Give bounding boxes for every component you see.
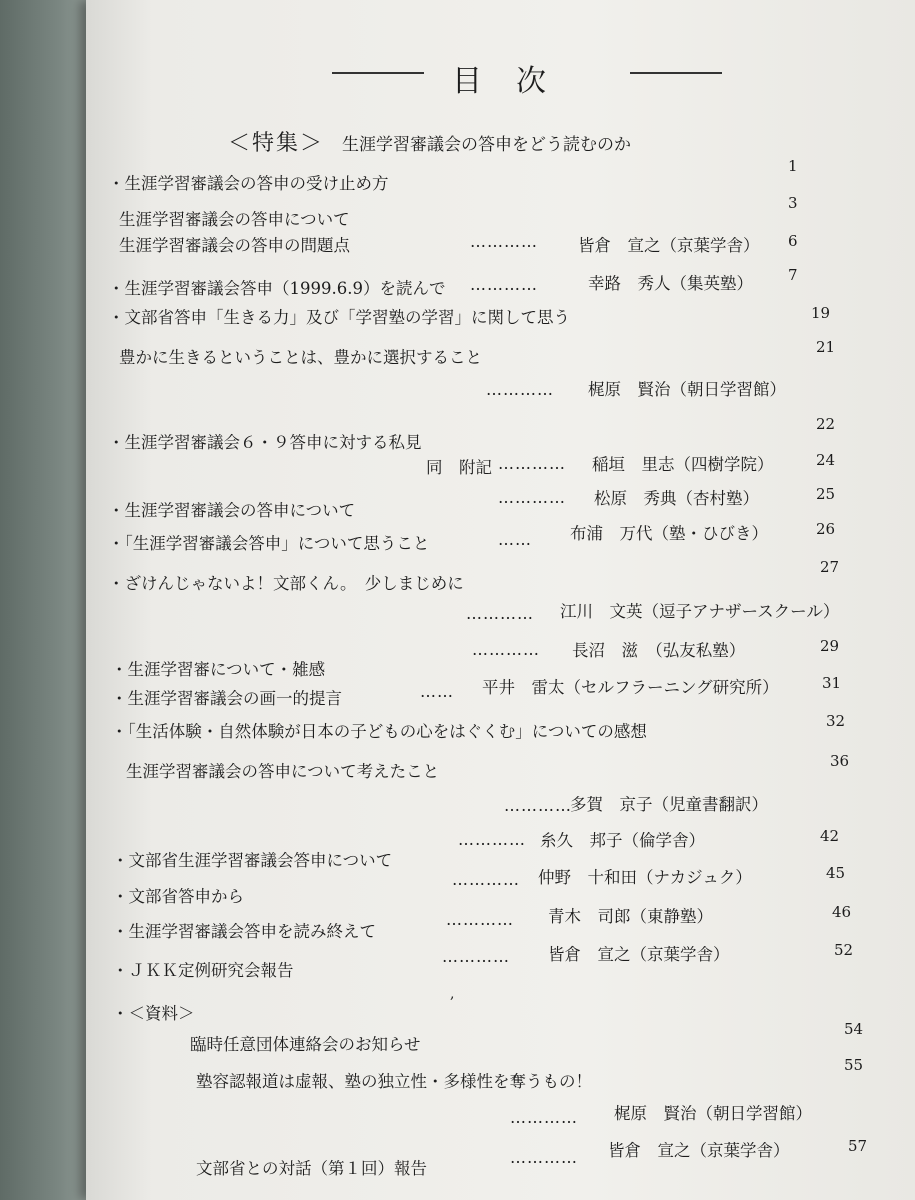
page-number: 24 [816, 451, 836, 469]
page-number: 45 [826, 864, 846, 882]
toc-entry: ・ＪＫＫ定例研究会報告 [112, 961, 294, 980]
leader-dots: ………… [510, 1108, 578, 1127]
leader-dots: ………… [498, 488, 566, 507]
leader-dots: ………… [504, 796, 572, 815]
feature-title: 生涯学習審議会の答申をどう読むのか [342, 135, 632, 155]
toc-entry: ・「生涯学習審議会答申」について思うこと [108, 534, 430, 553]
toc-entry: ・生涯学習審議会答申（1999.6.9）を読んで [108, 279, 446, 298]
page-number: 52 [834, 941, 854, 959]
leader-dots: ………… [452, 870, 520, 889]
toc-author: 青木 司郎（東静塾） [548, 907, 713, 926]
leader-dots: …… [498, 530, 532, 549]
page-number: 22 [816, 415, 836, 433]
page-number: 36 [830, 752, 850, 770]
toc-entry: ・生涯学習審について・雑感 [111, 660, 326, 679]
toc-author: 稲垣 里志（四樹学院） [592, 455, 774, 474]
toc-author: 長沼 滋 （弘友私塾） [572, 641, 746, 660]
toc-page [86, 0, 915, 1200]
toc-author: 梶原 賢治（朝日学習館） [588, 380, 786, 399]
toc-entry: ・文部省答申から [112, 887, 244, 906]
toc-title-text: 目次 [452, 64, 580, 99]
leader-dots: ………… [486, 380, 554, 399]
page-number: 31 [822, 674, 842, 692]
toc-entry: 文部省との対話（第１回）報告 [196, 1159, 427, 1178]
page-number: 57 [848, 1137, 868, 1155]
toc-author: 布浦 万代（塾・ひびき） [570, 524, 768, 543]
leader-dots: ………… [458, 830, 526, 849]
leader-dots: ………… [442, 947, 510, 966]
page-number: 1 [788, 157, 798, 175]
toc-entry: 生涯学習審議会の答申について [119, 210, 350, 229]
page-number: 7 [788, 266, 798, 284]
stray-mark: , [450, 986, 455, 1002]
page-number: 54 [844, 1020, 864, 1038]
page-number: 21 [816, 338, 836, 356]
page-number: 55 [844, 1056, 864, 1074]
toc-author: 平井 雷太（セルフラーニング研究所） [482, 678, 779, 697]
leader-dots: ………… [470, 275, 538, 294]
toc-entry: ・「生活体験・自然体験が日本の子どもの心をはぐくむ」についての感想 [111, 722, 647, 741]
leader-dots: ………… [446, 910, 514, 929]
page-number: 46 [832, 903, 852, 921]
toc-entry: 豊かに生きるということは、豊かに選択すること [119, 348, 482, 367]
page-number: 26 [816, 520, 836, 538]
feature-tag: ＜特集＞ [228, 131, 325, 156]
toc-author: 皆倉 宣之（京葉学舎） [608, 1141, 790, 1160]
toc-author: 江川 文英（逗子アナザースクール） [560, 602, 840, 621]
page-number: 3 [788, 194, 798, 212]
toc-entry: ・生涯学習審議会６・９答申に対する私見 [108, 433, 422, 452]
toc-author: 梶原 賢治（朝日学習館） [614, 1104, 812, 1123]
toc-entry: ・生涯学習審議会答申を読み終えて [112, 922, 376, 941]
toc-author: 仲野 十和田（ナカジュク） [538, 868, 752, 887]
leader-dots: ………… [498, 454, 566, 473]
leader-dots: ………… [472, 640, 540, 659]
toc-author: 皆倉 宣之（京葉学舎） [578, 236, 760, 255]
toc-entry: ・文部省生涯学習審議会答申について [112, 851, 393, 870]
book-spine-background [0, 0, 86, 1200]
toc-entry: ・生涯学習審議会の答申について [108, 501, 356, 520]
leader-dots: ………… [470, 232, 538, 251]
title-rule-left [332, 72, 424, 74]
page-number: 19 [811, 304, 831, 322]
toc-entry: 塾容認報道は虚報、塾の独立性・多様性を奪うもの！ [196, 1072, 592, 1091]
page-number: 42 [820, 827, 840, 845]
page-number: 32 [826, 712, 846, 730]
toc-title [332, 56, 722, 99]
page-number: 27 [820, 558, 840, 576]
toc-author: 幸路 秀人（集英塾） [588, 274, 753, 293]
page-number: 6 [788, 232, 798, 250]
page-number: 29 [820, 637, 840, 655]
toc-entry: ・生涯学習審議会の答申の受け止め方 [108, 174, 389, 193]
toc-author: 松原 秀典（杏村塾） [594, 489, 759, 508]
leader-dots: ………… [466, 604, 534, 623]
toc-entry: 生涯学習審議会の答申の問題点 [119, 236, 350, 255]
title-rule-right [630, 72, 722, 74]
toc-entry: ・生涯学習審議会の画一的提言 [111, 689, 342, 708]
page-number: 25 [816, 485, 836, 503]
leader-dots: …… [420, 682, 454, 701]
toc-author: 皆倉 宣之（京葉学舎） [548, 945, 730, 964]
toc-author: 糸久 邦子（倫学舎） [540, 831, 705, 850]
feature-heading [228, 126, 631, 157]
toc-entry: ・ざけんじゃないよ！文部くん。 少しまじめに [108, 574, 464, 593]
toc-entry: ・文部省答申「生きる力」及び「学習塾の学習」に関して思う [108, 308, 570, 327]
toc-entry: 生涯学習審議会の答申について考えたこと [126, 762, 440, 781]
toc-author: 多賀 京子（児童書翻訳） [570, 795, 768, 814]
toc-note: 同 附記 [426, 458, 492, 477]
leader-dots: ………… [510, 1148, 578, 1167]
toc-entry: 臨時任意団体連絡会のお知らせ [190, 1035, 421, 1054]
toc-entry: ・＜資料＞ [112, 1004, 195, 1023]
